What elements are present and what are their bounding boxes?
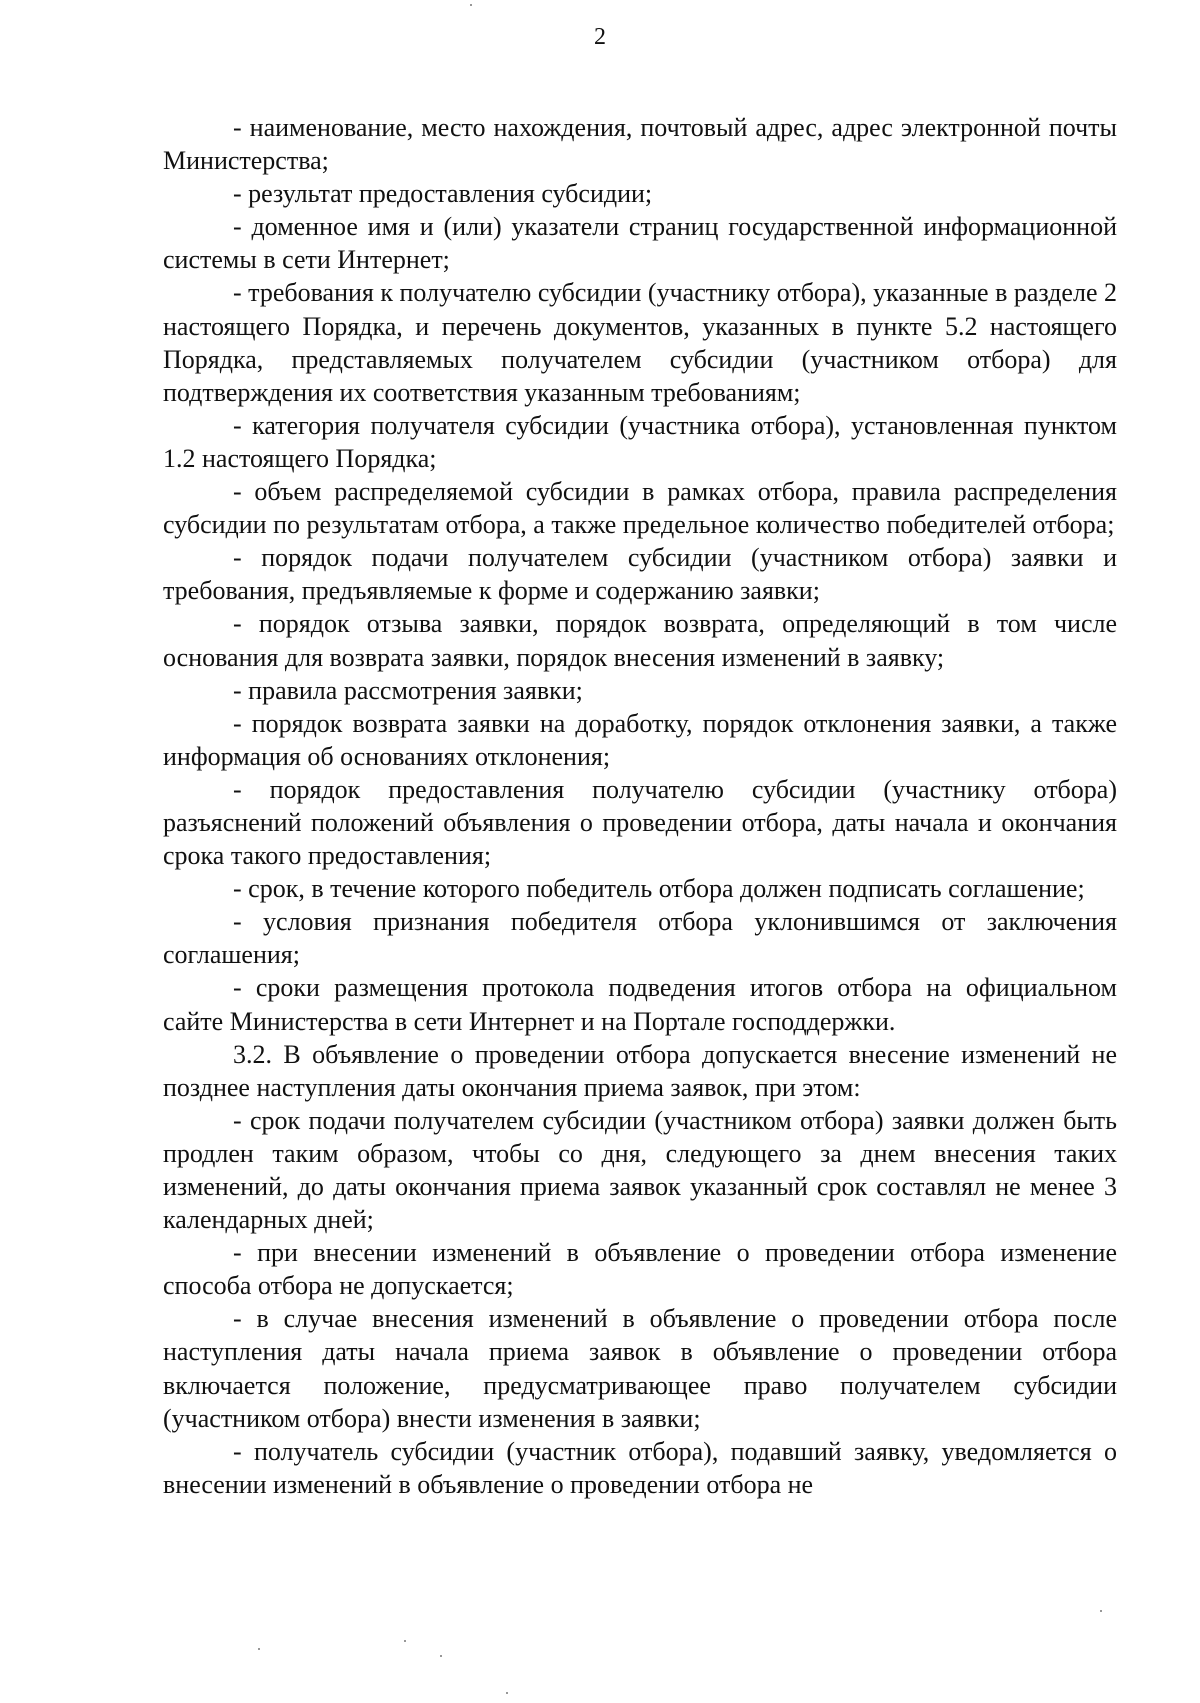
paragraph: - срок, в течение которого победитель отбора должен подписать соглашение;	[233, 874, 1085, 904]
paragraph: - доменное имя и (или) указатели страниц государственной информационной системы в сети Интернет;	[163, 212, 1117, 275]
paragraph: - наименование, место нахождения, почтовый адрес, адрес электронной почты Министерства;	[163, 113, 1117, 176]
scan-speck	[258, 1648, 260, 1650]
paragraph: - порядок предоставления получателю субсидии (участнику отбора) разъяснений положений объявления о проведении отбора, даты начала и окончания срока такого предоставления;	[163, 774, 1117, 871]
paragraph: - условия признания победителя отбора уклонившимся от заключения соглашения;	[163, 907, 1117, 970]
paragraph: - срок подачи получателем субсидии (участником отбора) заявки должен быть продлен таким образом, чтобы со дня, следующего за днем внесения таких изменений, до даты окончания приема заявок указанный срок составлял не менее 3 календарных дней;	[163, 1105, 1117, 1235]
paragraph: - результат предоставления субсидии;	[233, 179, 653, 209]
paragraph: - сроки размещения протокола подведения итогов отбора на официальном сайте Министерства в сети Интернет и на Портале господдержки.	[163, 973, 1117, 1036]
scan-speck	[470, 4, 472, 6]
document-body	[163, 111, 1117, 1501]
paragraph: - требования к получателю субсидии (участнику отбора), указанные в разделе 2 настоящего Порядка, и перечень документов, указанных в пункте 5.2 настоящего Порядка, представляемых получателем субсидии (участником отбора) для подтверждения их соответствия указанным требованиям;	[163, 278, 1117, 407]
paragraph: - при внесении изменений в объявление о проведении отбора изменение способа отбора не допускается;	[163, 1238, 1117, 1301]
paragraph: - получатель субсидии (участник отбора), подавший заявку, уведомляется о внесении изменений в объявление о проведении отбора не	[163, 1436, 1117, 1499]
scan-speck	[506, 1692, 508, 1694]
paragraph: - в случае внесения изменений в объявление о проведении отбора после наступления даты начала приема заявок в объявление о проведении отбора включается положение, предусматривающее право получателем субсидии (участником отбора) внести изменения в заявки;	[163, 1304, 1117, 1433]
page-number: 2	[594, 24, 606, 50]
paragraph: - объем распределяемой субсидии в рамках отбора, правила распределения субсидии по результатам отбора, а также предельное количество победителей отбора;	[163, 477, 1117, 540]
paragraph: - порядок возврата заявки на доработку, порядок отклонения заявки, а также информация об основаниях отклонения;	[163, 708, 1117, 771]
paragraph: - порядок подачи получателем субсидии (участником отбора) заявки и требования, предъявляемые к форме и содержанию заявки;	[163, 543, 1117, 606]
scan-speck	[440, 1655, 442, 1657]
paragraph: - категория получателя субсидии (участника отбора), установленная пунктом 1.2 настоящего Порядка;	[163, 410, 1117, 473]
scan-speck	[404, 1640, 406, 1642]
paragraph: - правила рассмотрения заявки;	[233, 675, 583, 705]
paragraph: 3.2. В объявление о проведении отбора допускается внесение изменений не позднее наступления даты окончания приема заявок, при этом:	[163, 1039, 1117, 1102]
paragraph: - порядок отзыва заявки, порядок возврата, определяющий в том числе основания для возврата заявки, порядок внесения изменений в заявку;	[163, 609, 1117, 672]
scan-speck	[1100, 1610, 1102, 1612]
